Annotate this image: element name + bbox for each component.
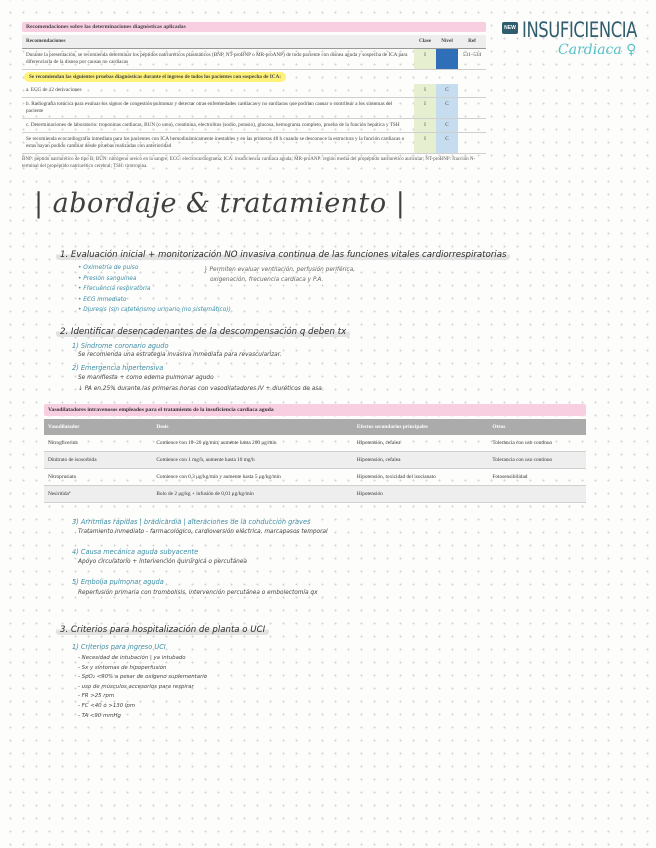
new-badge: NEW <box>502 22 518 34</box>
row-class: I <box>414 49 436 69</box>
cell-dose: Comience con 0,3 μg/kg/min y aumente hasta 5 μg/kg/min <box>152 469 353 486</box>
cell-effects: Hipotensión, toxicidad del isocianato <box>353 469 489 486</box>
list-item: - FR >25 rpm <box>78 693 115 700</box>
list-item: • Oximetría de pulso <box>78 265 139 271</box>
row-class: I <box>414 98 436 118</box>
row-level: C <box>436 133 458 153</box>
vasodilator-grid <box>44 419 586 503</box>
row-ref <box>458 98 486 118</box>
cell-drug: Dinitrato de isosorbida <box>44 452 152 469</box>
highlight-text: Se recomiendan las siguientes pruebas diagnósticas durante el ingreso de todos los pacientes con sospecha de ICA: <box>24 72 286 82</box>
row-level: C <box>436 119 458 132</box>
row-class: I <box>414 119 436 132</box>
table-row <box>22 49 486 70</box>
section2-sub1-note: Se recomienda una estrategia invasiva inmediata para revascularizar. <box>78 352 282 358</box>
row-ref <box>458 84 486 97</box>
section3-sub: 1) Criterios para ingreso UCI <box>72 643 166 651</box>
section1-title: 1. Evaluación inicial + monitorización NO invasiva continua de las funciones vitales cardiorrespiratorias <box>56 250 510 260</box>
cell-other <box>488 486 586 503</box>
insuficiencia-cardiaca-logo <box>500 18 650 66</box>
table-row <box>22 98 486 119</box>
cell-dose: Bolo de 2 μg/kg + infusión de 0,01 μg/kg/min <box>152 486 353 503</box>
logo-sub-text: Cardiaca ♀ <box>558 42 637 58</box>
row-ref: 531–534 <box>462 52 482 58</box>
header-efectos: Efectos secundarios principales <box>353 419 489 435</box>
section3-list <box>78 654 207 721</box>
recommendations-table-title: Recomendaciones sobre las determinaciones diagnósticas aplicadas <box>22 22 486 32</box>
page-title: | abordaje & tratamiento | <box>34 188 406 219</box>
logo-main-text: INSUFICIENCIA <box>522 18 638 42</box>
list-item: - FC <40 ó >130 lpm <box>78 702 136 709</box>
header-vasodilatador: Vasodilatador <box>44 419 152 435</box>
row-class: I <box>414 84 436 97</box>
cell-dose: Comience con 1 mg/h, aumente hasta 10 mg/h <box>152 452 353 469</box>
row-text: a. ECG de 12 derivaciones <box>26 87 82 93</box>
list-item: - Necesidad de intubación | ya intubado <box>78 655 186 661</box>
cell-other: Tolerancia con uso continuo <box>488 452 586 469</box>
table-row <box>44 469 586 486</box>
table-row <box>44 452 586 469</box>
section2-sub4-note: Apoyo circulatorio + intervención quirúrgica o percutánea <box>78 559 247 565</box>
vasodilator-header-row <box>44 419 586 435</box>
header-ref: Ref <box>468 38 476 44</box>
table-row <box>44 435 586 452</box>
cell-dose: Comience con 10–20 μg/min, aumente hasta 200 μg/min <box>152 435 353 452</box>
vasodilator-table <box>44 404 586 503</box>
header-nivel: Nivel <box>441 38 453 44</box>
section1-side-note <box>204 265 355 285</box>
recommendations-header-row <box>22 35 486 49</box>
table-row <box>44 486 586 503</box>
cell-other: Tolerancia con uso continuo <box>488 435 586 452</box>
highlighted-recommendation <box>22 70 486 84</box>
section2-sub2-note1: Se manifiesta + como edema pulmonar agudo <box>78 375 214 381</box>
side-note-line: oxigenación, frecuencia cardiaca y P.A. <box>210 277 324 283</box>
row-text: b. Radiografía torácica para evaluar los signos de congestión pulmonar y detectar otras enfermedades cardiacas y no cardiacas que podrían causar o contribuir a los síntomas del paciente <box>26 101 393 114</box>
cell-effects: Hipotensión <box>353 486 489 503</box>
row-text: Durante la presentación, se recomienda determinar los péptidos natriuréticos plasmáticos (BNP, NT-proBNP o MR-proANP) de todo paciente con disnea aguda y sospecha de ICA para diferenciarla de la disnea por causas no cardiacas <box>26 52 408 65</box>
list-item: - uso de músculos accesorios para respirar <box>78 683 194 690</box>
row-ref <box>458 133 486 153</box>
header-recomendaciones: Recomendaciones <box>26 38 66 44</box>
section2-title: 2. Identificar desencadenantes de la descompensación q deben tx <box>56 327 350 337</box>
section2-sub1: 1) Síndrome coronario agudo <box>72 342 169 350</box>
section2-sub2: 2) Emergencia hipertensiva <box>72 364 164 372</box>
cell-drug: Nesiritidaª <box>44 486 152 503</box>
list-item: - SpO₂ <90% a pesar de oxígeno suplementario <box>78 674 208 681</box>
side-note-line: } Permiten evaluar ventilación, perfusión periférica, <box>204 267 356 273</box>
row-level: C <box>436 84 458 97</box>
list-item: • Frecuencia respiratoria <box>78 286 151 292</box>
cell-effects: Hipotensión, cefalea <box>353 452 489 469</box>
section2-sub4: 4) Causa mecánica aguda subyacente <box>72 548 199 556</box>
cell-drug: Nitroprusiato <box>44 469 152 486</box>
row-level <box>436 49 458 69</box>
row-text: Se recomienda ecocardiografía inmediata para los pacientes con ICA hemodinámicamente inestables y en las primeras 48 h cuando se desconoce la estructura y la función cardiacas o estas hayan podido cambiar desde pruebas realizadas con anterioridad <box>26 136 405 149</box>
section2-sub2-note2: ↓ PA en 25% durante las primeras horas con vasodilatadores IV + diuréticos de asa <box>78 386 322 392</box>
list-item: • Diuresis (sin catetérismo urinario (no sistemático)) <box>78 307 231 313</box>
recommendations-table <box>22 22 486 170</box>
row-class: I <box>414 133 436 153</box>
table-row <box>22 119 486 133</box>
table-row <box>22 133 486 154</box>
cell-other: Fotosensibilidad <box>488 469 586 486</box>
row-text: c. Determinaciones de laboratorio: troponinas cardiacas, BUN (o urea), creatinina, electrolitos (sodio, potasio), glucosa, hemograma completo, prueba de la función hepática y TSH <box>26 122 400 128</box>
list-item: • ECG inmediato <box>78 296 127 303</box>
list-item: - TA <90 mmHg <box>78 712 121 719</box>
table-row <box>22 84 486 98</box>
cell-drug: Nitroglicerina <box>44 435 152 452</box>
row-level: C <box>436 98 458 118</box>
section2-sub3-note: Tratamiento inmediato - farmacológico, cardioversión eléctrica, marcapasos temporal <box>78 529 328 535</box>
vasodilator-table-title: Vasodilatadores intravenosos empleados para el tratamiento de la insuficiencia cardiaca aguda <box>44 404 586 416</box>
section2-sub5: 5) Embolia pulmonar aguda <box>72 578 164 586</box>
header-dosis: Dosis <box>152 419 353 435</box>
cell-effects: Hipotensión, cefalea <box>353 435 489 452</box>
header-clase: Clase <box>418 38 432 44</box>
list-item: • Presión sanguínea <box>78 275 137 282</box>
list-item: - Sx y síntomas de hipoperfusión <box>78 664 167 671</box>
row-ref <box>458 119 486 132</box>
header-otros: Otros <box>488 419 586 435</box>
section2-sub5-note: Reperfusión primaria con trombolisis, intervención percutánea o embolectomía qx <box>78 590 318 596</box>
section3-title: 3. Criterios para hospitalización de planta o UCI <box>56 625 269 635</box>
recommendations-footnote: BNP: péptido natriurético de tipo B; BUN: nitrógeno ureico en la sangre; ECG: electrocardiograma; ICA: insuficiencia cardiaca aguda; MR-proANP: región media del propéptido natriurético auricular; NT-proBNP: fracción N-terminal del propéptido natriurético cerebral; TSH: tirotropina. <box>22 157 476 169</box>
section2-sub3: 3) Arritmias rápidas | bradicardia | alteraciones de la conducción graves <box>72 518 311 526</box>
